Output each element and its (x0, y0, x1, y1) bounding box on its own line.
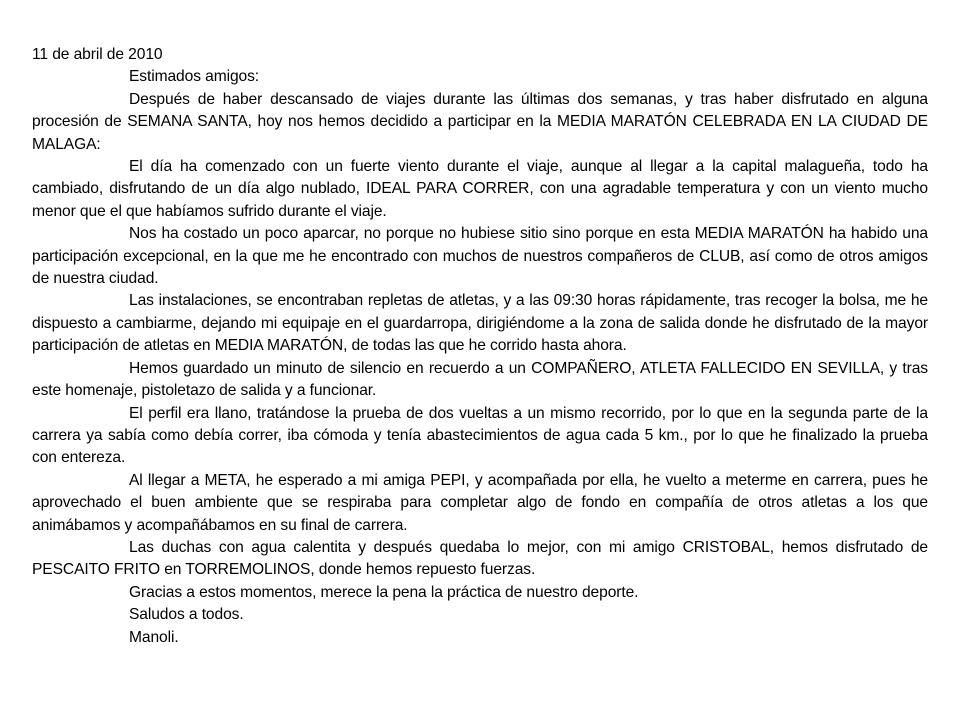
paragraph-2: El día ha comenzado con un fuerte viento durante el viaje, aunque al llegar a la capital malagueña, todo ha cambiado, disfrutando de un día algo nublado, IDEAL PARA CORRER, con una agradable temperatura y con un viento mucho menor que el que habíamos sufrido durante el viaje. (32, 158, 928, 220)
paragraph-8: Las duchas con agua calentita y después quedaba lo mejor, con mi amigo CRISTOBAL, hemos disfrutado de PESCAITO FRITO en TORREMOLINOS, donde hemos repuesto fuerzas. (32, 538, 928, 579)
letter-date: 11 de abril de 2010 (32, 46, 163, 63)
paragraph-6: El perfil era llano, tratándose la prueba de dos vueltas a un mismo recorrido, por lo que en la segunda parte de la carrera ya sabía como debía correr, iba cómoda y tenía abastecimientos de agua cada 5 km., por lo que he finalizado la prueba con entereza. (32, 404, 928, 467)
paragraph-1: Después de haber descansado de viajes durante las últimas dos semanas, y tras haber disfrutado en alguna procesión de SEMANA SANTA, hoy nos hemos decidido a participar en la MEDIA MARATÓN CELEBRADA EN LA CIUDAD DE MALAGA: (32, 90, 928, 153)
paragraph-5: Hemos guardado un minuto de silencio en recuerdo a un COMPAÑERO, ATLETA FALLECIDO EN SEVILLA, y tras este homenaje, pistoletazo de salida y a funcionar. (32, 359, 928, 400)
letter-page (32, 44, 928, 649)
paragraph-9: Gracias a estos momentos, merece la pena la práctica de nuestro deporte. (129, 583, 639, 601)
letter-greeting: Estimados amigos: (129, 68, 260, 86)
paragraph-4: Las instalaciones, se encontraban repletas de atletas, y a las 09:30 horas rápidamente, tras recoger la bolsa, me he dispuesto a cambiarme, dejando mi equipaje en el guardarropa, dirigiéndome a la zona de salida donde he disfrutado de la mayor participación de atletas en MEDIA MARATÓN, de todas las que he corrido hasta ahora. (32, 292, 928, 355)
letter-closing: Saludos a todos. (129, 606, 244, 624)
letter-signature: Manoli. (129, 628, 179, 646)
paragraph-7: Al llegar a META, he esperado a mi amiga PEPI, y acompañada por ella, he vuelto a meterme en carrera, pues he aprovechado el buen ambiente que se respiraba para completar algo de fondo en compañía de otros atletas a los que animábamos y acompañábamos en su final de carrera. (32, 471, 928, 534)
paragraph-3: Nos ha costado un poco aparcar, no porque no hubiese sitio sino porque en esta MEDIA MARATÓN ha habido una participación excepcional, en la que me he encontrado con muchos de nuestros compañeros de CLUB, así como de otros amigos de nuestra ciudad. (32, 225, 928, 288)
